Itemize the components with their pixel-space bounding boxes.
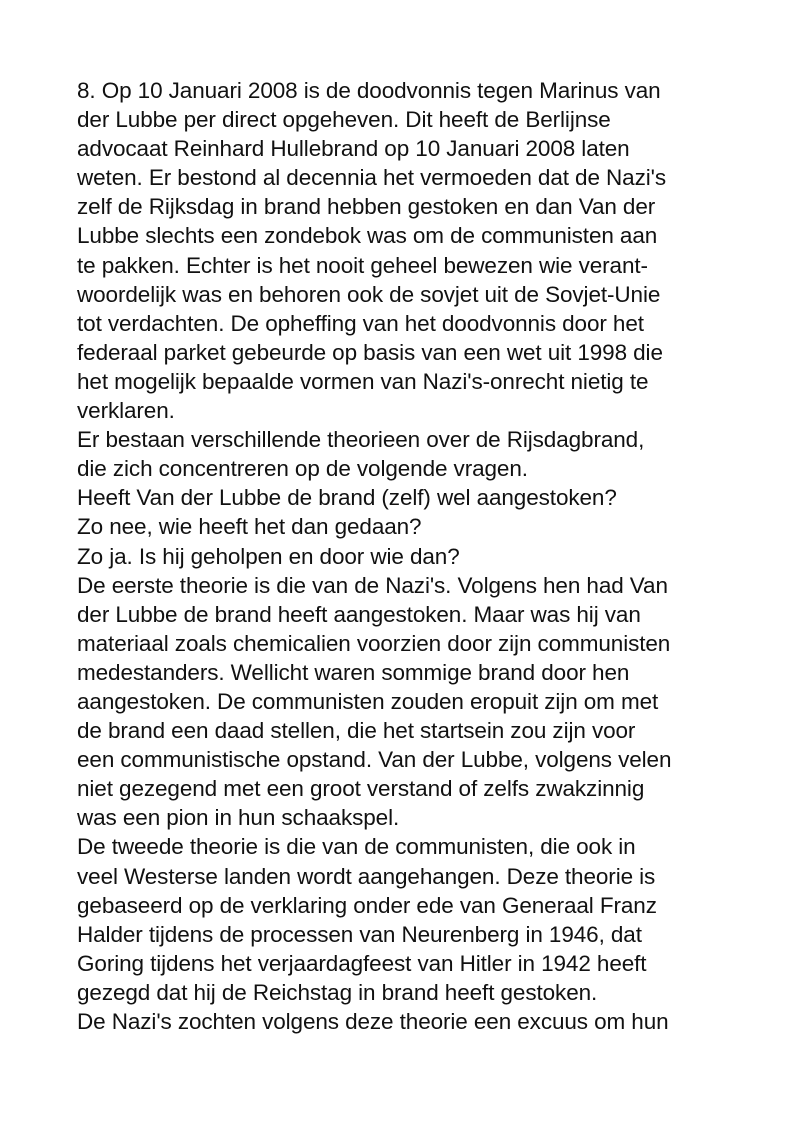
- text-line: medestanders. Wellicht waren sommige brand door hen: [77, 659, 630, 685]
- text-line: veel Westerse landen wordt aangehangen. Deze theorie is: [77, 863, 656, 889]
- text-line: te pakken. Echter is het nooit geheel bewezen wie verant-: [77, 252, 648, 278]
- text-line: De eerste theorie is die van de Nazi's. Volgens hen had Van: [77, 572, 668, 598]
- text-line: Heeft Van der Lubbe de brand (zelf) wel aangestoken?: [77, 485, 617, 511]
- text-line: verklaren.: [77, 398, 175, 424]
- text-line: Er bestaan verschillende theorieen over de Rijsdagbrand,: [77, 427, 645, 453]
- text-line: materiaal zoals chemicalien voorzien door zijn communisten: [77, 630, 671, 656]
- text-line: der Lubbe de brand heeft aangestoken. Maar was hij van: [77, 601, 641, 627]
- text-line: gezegd dat hij de Reichstag in brand heeft gestoken.: [77, 979, 598, 1005]
- text-line: advocaat Reinhard Hullebrand op 10 Januari 2008 laten: [77, 136, 630, 162]
- text-line: zelf de Rijksdag in brand hebben gestoken en dan Van der: [77, 194, 656, 220]
- body-text: [77, 76, 777, 1036]
- text-line: federaal parket gebeurde op basis van een wet uit 1998 die: [77, 339, 663, 365]
- text-line: was een pion in hun schaakspel.: [77, 805, 400, 831]
- text-line: het mogelijk bepaalde vormen van Nazi's-onrecht nietig te: [77, 368, 649, 394]
- text-line: woordelijk was en behoren ook de sovjet uit de Sovjet-Unie: [77, 281, 661, 307]
- text-line: Zo nee, wie heeft het dan gedaan?: [77, 514, 422, 540]
- text-line: de brand een daad stellen, die het startsein zou zijn voor: [77, 718, 636, 744]
- text-line: Halder tijdens de processen van Neurenberg in 1946, dat: [77, 921, 642, 947]
- text-line: die zich concentreren op de volgende vragen.: [77, 456, 528, 482]
- text-line: De Nazi's zochten volgens deze theorie een excuus om hun: [77, 1009, 669, 1034]
- text-line: weten. Er bestond al decennia het vermoeden dat de Nazi's: [77, 165, 666, 191]
- text-line: 8. Op 10 Januari 2008 is de doodvonnis tegen Marinus van: [77, 78, 661, 103]
- text-line: niet gezegend met een groot verstand of zelfs zwakzinnig: [77, 776, 645, 802]
- text-line: aangestoken. De communisten zouden eropuit zijn om met: [77, 688, 659, 714]
- text-line: Goring tijdens het verjaardagfeest van Hitler in 1942 heeft: [77, 950, 647, 976]
- text-line: een communistische opstand. Van der Lubbe, volgens velen: [77, 747, 672, 773]
- text-line: gebaseerd op de verklaring onder ede van Generaal Franz: [77, 892, 657, 918]
- text-line: der Lubbe per direct opgeheven. Dit heeft de Berlijnse: [77, 107, 611, 133]
- text-line: Zo ja. Is hij geholpen en door wie dan?: [77, 543, 460, 569]
- text-line: Lubbe slechts een zondebok was om de communisten aan: [77, 223, 658, 249]
- text-line: De tweede theorie is die van de communisten, die ook in: [77, 834, 636, 860]
- text-line: tot verdachten. De opheffing van het doodvonnis door het: [77, 310, 644, 336]
